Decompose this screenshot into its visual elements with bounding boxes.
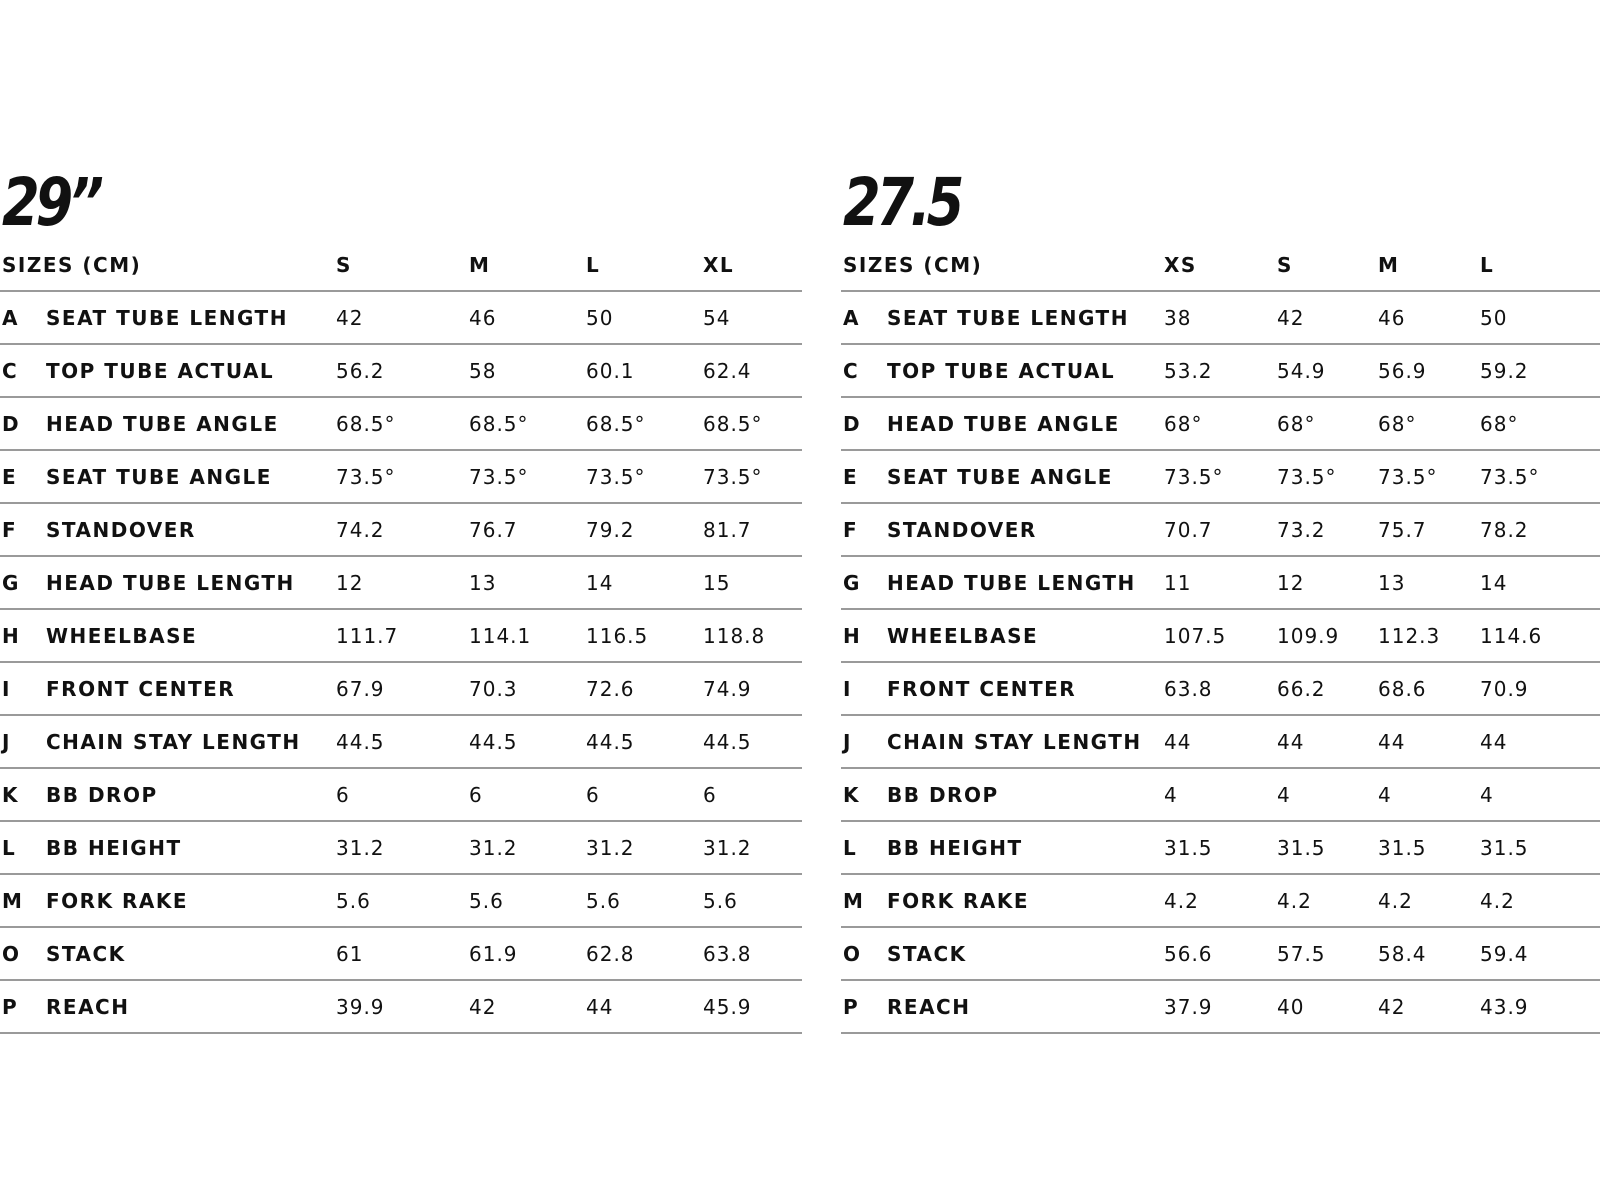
measurement-value: 4.2 [1480, 888, 1515, 913]
measurement-label: HEAD TUBE ANGLE [46, 411, 279, 436]
measurement-value: 73.5° [1277, 464, 1337, 489]
table-row [841, 345, 1600, 398]
measurement-value: 74.2 [336, 517, 385, 542]
measurement-value: 78.2 [1480, 517, 1529, 542]
measurement-code: I [843, 676, 852, 701]
measurement-value: 61.9 [469, 941, 518, 966]
measurement-value: 57.5 [1277, 941, 1326, 966]
measurement-label: FRONT CENTER [46, 676, 236, 701]
table-row [0, 769, 802, 822]
measurement-value: 31.5 [1480, 835, 1529, 860]
table-row [841, 292, 1600, 345]
table-row [0, 822, 802, 875]
sizes-label: SIZES (CM) [2, 253, 142, 277]
measurement-value: 4 [1378, 782, 1392, 807]
measurement-value: 81.7 [703, 517, 752, 542]
table-row [0, 504, 802, 557]
measurement-value: 14 [1480, 570, 1508, 595]
measurement-value: 76.7 [469, 517, 518, 542]
table-row [0, 557, 802, 610]
measurement-code: J [843, 729, 852, 754]
size-column-header: S [336, 253, 352, 277]
table-row [841, 928, 1600, 981]
measurement-value: 53.2 [1164, 358, 1213, 383]
measurement-value: 40 [1277, 994, 1305, 1019]
measurement-value: 13 [469, 570, 497, 595]
measurement-label: BB HEIGHT [887, 835, 1023, 860]
measurement-value: 73.5° [469, 464, 529, 489]
size-column-header: L [586, 253, 601, 277]
size-column-header: L [1480, 253, 1495, 277]
measurement-value: 68.5° [586, 411, 646, 436]
measurement-value: 4 [1480, 782, 1494, 807]
table-row [0, 345, 802, 398]
measurement-value: 66.2 [1277, 676, 1326, 701]
measurement-value: 68.5° [703, 411, 763, 436]
measurement-value: 72.6 [586, 676, 635, 701]
measurement-label: TOP TUBE ACTUAL [887, 358, 1116, 383]
measurement-value: 58 [469, 358, 497, 383]
measurement-value: 42 [1277, 305, 1305, 330]
measurement-value: 44.5 [336, 729, 385, 754]
measurement-code: K [2, 782, 19, 807]
measurement-value: 116.5 [586, 623, 649, 648]
measurement-label: BB HEIGHT [46, 835, 182, 860]
measurement-value: 31.5 [1378, 835, 1427, 860]
measurement-value: 62.8 [586, 941, 635, 966]
measurement-value: 63.8 [703, 941, 752, 966]
geometry-table-29 [0, 164, 802, 1034]
measurement-value: 6 [336, 782, 350, 807]
measurement-value: 4.2 [1378, 888, 1413, 913]
measurement-value: 44 [1480, 729, 1508, 754]
measurement-value: 44.5 [586, 729, 635, 754]
measurement-code: O [2, 941, 21, 966]
measurement-code: C [2, 358, 19, 383]
measurement-value: 54 [703, 305, 731, 330]
measurement-value: 42 [336, 305, 364, 330]
measurement-value: 50 [586, 305, 614, 330]
measurement-code: O [843, 941, 862, 966]
measurement-value: 109.9 [1277, 623, 1340, 648]
table-title: 27.5 [843, 164, 961, 241]
measurement-value: 68° [1164, 411, 1203, 436]
table-row [0, 610, 802, 663]
table-row [841, 716, 1600, 769]
measurement-value: 56.6 [1164, 941, 1213, 966]
measurement-value: 54.9 [1277, 358, 1326, 383]
measurement-value: 13 [1378, 570, 1406, 595]
measurement-value: 44.5 [703, 729, 752, 754]
measurement-value: 107.5 [1164, 623, 1227, 648]
measurement-value: 73.5° [1164, 464, 1224, 489]
measurement-value: 112.3 [1378, 623, 1441, 648]
measurement-value: 70.3 [469, 676, 518, 701]
measurement-value: 12 [1277, 570, 1305, 595]
table-row [0, 981, 802, 1034]
measurement-value: 6 [586, 782, 600, 807]
table-row [841, 663, 1600, 716]
measurement-value: 68° [1378, 411, 1417, 436]
measurement-value: 61 [336, 941, 364, 966]
measurement-value: 73.5° [1378, 464, 1438, 489]
measurement-label: TOP TUBE ACTUAL [46, 358, 275, 383]
measurement-label: SEAT TUBE LENGTH [887, 305, 1129, 330]
measurement-value: 68° [1277, 411, 1316, 436]
measurement-value: 4 [1277, 782, 1291, 807]
measurement-code: E [2, 464, 18, 489]
table-row [841, 822, 1600, 875]
measurement-code: H [2, 623, 21, 648]
measurement-value: 15 [703, 570, 731, 595]
table-row [0, 716, 802, 769]
measurement-label: SEAT TUBE ANGLE [46, 464, 272, 489]
measurement-code: L [2, 835, 17, 860]
size-column-header: M [469, 253, 491, 277]
measurement-value: 12 [336, 570, 364, 595]
measurement-label: REACH [46, 994, 130, 1019]
measurement-value: 68.5° [469, 411, 529, 436]
measurement-code: D [2, 411, 21, 436]
measurement-label: STANDOVER [46, 517, 196, 542]
table-row [0, 663, 802, 716]
measurement-value: 45.9 [703, 994, 752, 1019]
measurement-value: 31.2 [586, 835, 635, 860]
measurement-value: 59.4 [1480, 941, 1529, 966]
size-column-header: XL [703, 253, 735, 277]
measurement-value: 11 [1164, 570, 1192, 595]
table-header-row [0, 240, 802, 292]
measurement-value: 31.2 [469, 835, 518, 860]
measurement-value: 31.2 [336, 835, 385, 860]
measurement-value: 5.6 [336, 888, 371, 913]
measurement-value: 44 [1164, 729, 1192, 754]
measurement-value: 114.6 [1480, 623, 1543, 648]
measurement-value: 73.2 [1277, 517, 1326, 542]
measurement-label: CHAIN STAY LENGTH [46, 729, 301, 754]
measurement-code: P [2, 994, 19, 1019]
measurement-code: L [843, 835, 858, 860]
measurement-value: 37.9 [1164, 994, 1213, 1019]
measurement-value: 46 [469, 305, 497, 330]
measurement-value: 39.9 [336, 994, 385, 1019]
measurement-code: M [2, 888, 24, 913]
measurement-code: A [843, 305, 860, 330]
measurement-value: 42 [1378, 994, 1406, 1019]
table-row [0, 292, 802, 345]
size-column-header: M [1378, 253, 1400, 277]
size-column-header: S [1277, 253, 1293, 277]
sizes-label: SIZES (CM) [843, 253, 983, 277]
table-row [841, 398, 1600, 451]
measurement-code: F [843, 517, 859, 542]
measurement-label: STACK [887, 941, 967, 966]
measurement-value: 5.6 [469, 888, 504, 913]
measurement-code: M [843, 888, 865, 913]
measurement-code: I [2, 676, 11, 701]
measurement-value: 75.7 [1378, 517, 1427, 542]
measurement-code: G [843, 570, 861, 595]
measurement-label: WHEELBASE [887, 623, 1039, 648]
measurement-label: FORK RAKE [46, 888, 189, 913]
measurement-code: D [843, 411, 862, 436]
table-row [0, 928, 802, 981]
measurement-code: P [843, 994, 860, 1019]
measurement-value: 67.9 [336, 676, 385, 701]
measurement-value: 114.1 [469, 623, 532, 648]
measurement-value: 79.2 [586, 517, 635, 542]
measurement-value: 6 [469, 782, 483, 807]
measurement-value: 111.7 [336, 623, 399, 648]
measurement-value: 118.8 [703, 623, 766, 648]
table-row [0, 451, 802, 504]
measurement-label: SEAT TUBE ANGLE [887, 464, 1113, 489]
measurement-value: 74.9 [703, 676, 752, 701]
measurement-value: 56.9 [1378, 358, 1427, 383]
measurement-value: 44.5 [469, 729, 518, 754]
table-title: 29” [2, 164, 100, 241]
measurement-label: BB DROP [46, 782, 158, 807]
measurement-value: 4 [1164, 782, 1178, 807]
measurement-value: 44 [586, 994, 614, 1019]
measurement-value: 70.9 [1480, 676, 1529, 701]
measurement-value: 4.2 [1164, 888, 1199, 913]
measurement-value: 14 [586, 570, 614, 595]
measurement-value: 6 [703, 782, 717, 807]
measurement-label: HEAD TUBE LENGTH [887, 570, 1136, 595]
table-row [0, 398, 802, 451]
measurement-value: 59.2 [1480, 358, 1529, 383]
measurement-value: 5.6 [586, 888, 621, 913]
measurement-code: K [843, 782, 860, 807]
table-row [841, 557, 1600, 610]
measurement-value: 68° [1480, 411, 1519, 436]
measurement-code: F [2, 517, 18, 542]
measurement-value: 73.5° [1480, 464, 1540, 489]
measurement-value: 46 [1378, 305, 1406, 330]
measurement-value: 73.5° [586, 464, 646, 489]
table-row [841, 769, 1600, 822]
measurement-label: HEAD TUBE ANGLE [887, 411, 1120, 436]
measurement-value: 63.8 [1164, 676, 1213, 701]
measurement-code: A [2, 305, 19, 330]
table-row [841, 875, 1600, 928]
measurement-value: 44 [1277, 729, 1305, 754]
measurement-value: 73.5° [336, 464, 396, 489]
measurement-code: C [843, 358, 860, 383]
measurement-label: STANDOVER [887, 517, 1037, 542]
measurement-value: 60.1 [586, 358, 635, 383]
measurement-code: E [843, 464, 859, 489]
measurement-value: 62.4 [703, 358, 752, 383]
measurement-value: 70.7 [1164, 517, 1213, 542]
measurement-value: 31.5 [1164, 835, 1213, 860]
geometry-table-27-5 [841, 164, 1600, 1034]
measurement-value: 4.2 [1277, 888, 1312, 913]
measurement-value: 58.4 [1378, 941, 1427, 966]
measurement-code: G [2, 570, 20, 595]
measurement-value: 56.2 [336, 358, 385, 383]
measurement-value: 42 [469, 994, 497, 1019]
measurement-value: 5.6 [703, 888, 738, 913]
measurement-value: 31.2 [703, 835, 752, 860]
size-column-header: XS [1164, 253, 1197, 277]
measurement-label: FORK RAKE [887, 888, 1030, 913]
measurement-label: FRONT CENTER [887, 676, 1077, 701]
measurement-value: 44 [1378, 729, 1406, 754]
measurement-label: BB DROP [887, 782, 999, 807]
measurement-code: H [843, 623, 862, 648]
measurement-value: 68.5° [336, 411, 396, 436]
measurement-label: CHAIN STAY LENGTH [887, 729, 1142, 754]
table-row [841, 610, 1600, 663]
table-row [841, 451, 1600, 504]
measurement-label: STACK [46, 941, 126, 966]
table-row [841, 981, 1600, 1034]
measurement-value: 73.5° [703, 464, 763, 489]
table-row [0, 875, 802, 928]
measurement-value: 50 [1480, 305, 1508, 330]
measurement-value: 31.5 [1277, 835, 1326, 860]
measurement-label: REACH [887, 994, 971, 1019]
measurement-value: 38 [1164, 305, 1192, 330]
measurement-value: 68.6 [1378, 676, 1427, 701]
measurement-value: 43.9 [1480, 994, 1529, 1019]
measurement-label: WHEELBASE [46, 623, 198, 648]
measurement-label: HEAD TUBE LENGTH [46, 570, 295, 595]
measurement-label: SEAT TUBE LENGTH [46, 305, 288, 330]
measurement-code: J [2, 729, 11, 754]
table-header-row [841, 240, 1600, 292]
table-row [841, 504, 1600, 557]
